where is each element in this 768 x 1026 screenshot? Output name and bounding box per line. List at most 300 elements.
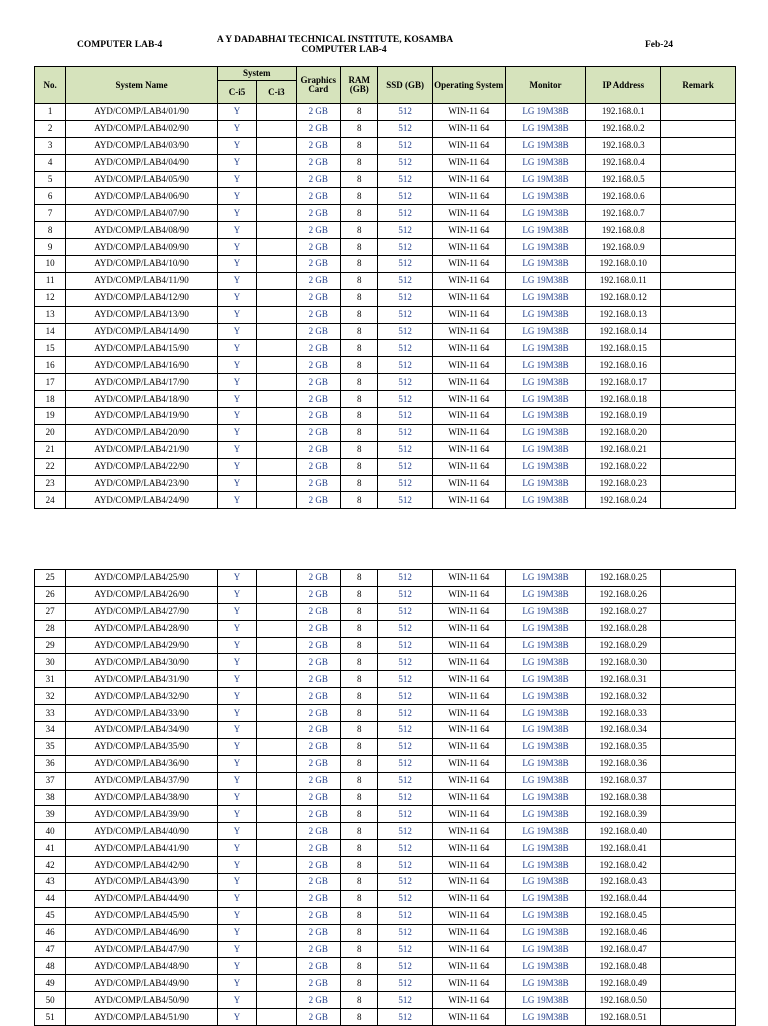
cell-monitor: LG 19M38B (505, 840, 586, 857)
cell-ssd: 512 (378, 120, 433, 137)
cell-monitor: LG 19M38B (505, 958, 586, 975)
cell-no: 37 (35, 772, 66, 789)
cell-ram: 8 (341, 992, 378, 1009)
cell-os: WIN-11 64 (432, 857, 505, 874)
cell-ram: 8 (341, 154, 378, 171)
cell-ci5: Y (217, 458, 256, 475)
cell-system-name: AYD/COMP/LAB4/04/90 (66, 154, 218, 171)
cell-monitor: LG 19M38B (505, 907, 586, 924)
cell-ram: 8 (341, 340, 378, 357)
cell-graphics: 2 GB (296, 256, 340, 273)
cell-ram: 8 (341, 137, 378, 154)
cell-os: WIN-11 64 (432, 323, 505, 340)
cell-system-name: AYD/COMP/LAB4/36/90 (66, 755, 218, 772)
cell-ci5: Y (217, 239, 256, 256)
cell-ci5: Y (217, 975, 256, 992)
cell-system-name: AYD/COMP/LAB4/29/90 (66, 637, 218, 654)
cell-system-name: AYD/COMP/LAB4/07/90 (66, 205, 218, 222)
cell-os: WIN-11 64 (432, 874, 505, 891)
cell-remark (661, 586, 736, 603)
table-row (35, 874, 736, 891)
cell-ip: 192.168.0.3 (586, 137, 661, 154)
cell-ci3 (257, 806, 296, 823)
cell-system-name: AYD/COMP/LAB4/01/90 (66, 104, 218, 121)
cell-monitor: LG 19M38B (505, 924, 586, 941)
cell-system-name: AYD/COMP/LAB4/34/90 (66, 722, 218, 739)
cell-ssd: 512 (378, 306, 433, 323)
cell-monitor: LG 19M38B (505, 492, 586, 509)
cell-system-name: AYD/COMP/LAB4/44/90 (66, 890, 218, 907)
cell-graphics: 2 GB (296, 357, 340, 374)
cell-ssd: 512 (378, 874, 433, 891)
cell-ci5: Y (217, 357, 256, 374)
cell-no: 50 (35, 992, 66, 1009)
cell-ci5: Y (217, 441, 256, 458)
cell-graphics: 2 GB (296, 857, 340, 874)
cell-graphics: 2 GB (296, 620, 340, 637)
cell-monitor: LG 19M38B (505, 272, 586, 289)
cell-ci3 (257, 408, 296, 425)
cell-ssd: 512 (378, 272, 433, 289)
cell-ssd: 512 (378, 205, 433, 222)
institute-heading (180, 35, 490, 55)
cell-ram: 8 (341, 823, 378, 840)
cell-graphics: 2 GB (296, 323, 340, 340)
cell-ci3 (257, 975, 296, 992)
cell-monitor: LG 19M38B (505, 789, 586, 806)
cell-system-name: AYD/COMP/LAB4/43/90 (66, 874, 218, 891)
table-row (35, 671, 736, 688)
cell-no: 10 (35, 256, 66, 273)
cell-system-name: AYD/COMP/LAB4/23/90 (66, 475, 218, 492)
cell-graphics: 2 GB (296, 823, 340, 840)
cell-graphics: 2 GB (296, 890, 340, 907)
table-row (35, 408, 736, 425)
cell-ci3 (257, 958, 296, 975)
cell-remark (661, 671, 736, 688)
cell-os: WIN-11 64 (432, 941, 505, 958)
cell-ip: 192.168.0.29 (586, 637, 661, 654)
cell-ci5: Y (217, 671, 256, 688)
cell-ci5: Y (217, 1009, 256, 1026)
cell-os: WIN-11 64 (432, 823, 505, 840)
cell-ip: 192.168.0.28 (586, 620, 661, 637)
cell-ip: 192.168.0.7 (586, 205, 661, 222)
cell-ip: 192.168.0.26 (586, 586, 661, 603)
table-row (35, 772, 736, 789)
inventory-table-first (34, 66, 736, 509)
cell-ci3 (257, 120, 296, 137)
cell-graphics: 2 GB (296, 958, 340, 975)
cell-ci3 (257, 874, 296, 891)
cell-ram: 8 (341, 688, 378, 705)
cell-no: 40 (35, 823, 66, 840)
cell-monitor: LG 19M38B (505, 458, 586, 475)
cell-no: 21 (35, 441, 66, 458)
cell-graphics: 2 GB (296, 272, 340, 289)
cell-ssd: 512 (378, 492, 433, 509)
cell-remark (661, 603, 736, 620)
cell-ssd: 512 (378, 671, 433, 688)
cell-no: 34 (35, 722, 66, 739)
cell-graphics: 2 GB (296, 789, 340, 806)
cell-ip: 192.168.0.5 (586, 171, 661, 188)
cell-os: WIN-11 64 (432, 975, 505, 992)
cell-system-name: AYD/COMP/LAB4/06/90 (66, 188, 218, 205)
cell-ip: 192.168.0.47 (586, 941, 661, 958)
cell-remark (661, 323, 736, 340)
cell-os: WIN-11 64 (432, 755, 505, 772)
cell-system-name: AYD/COMP/LAB4/09/90 (66, 239, 218, 256)
cell-ip: 192.168.0.48 (586, 958, 661, 975)
table-row (35, 272, 736, 289)
cell-ram: 8 (341, 603, 378, 620)
cell-remark (661, 391, 736, 408)
cell-os: WIN-11 64 (432, 772, 505, 789)
cell-remark (661, 688, 736, 705)
cell-ip: 192.168.0.51 (586, 1009, 661, 1026)
cell-ci5: Y (217, 272, 256, 289)
cell-system-name: AYD/COMP/LAB4/15/90 (66, 340, 218, 357)
cell-ci3 (257, 492, 296, 509)
cell-no: 30 (35, 654, 66, 671)
cell-system-name: AYD/COMP/LAB4/31/90 (66, 671, 218, 688)
cell-ip: 192.168.0.6 (586, 188, 661, 205)
cell-graphics: 2 GB (296, 120, 340, 137)
cell-monitor: LG 19M38B (505, 340, 586, 357)
table-row (35, 1009, 736, 1026)
cell-graphics: 2 GB (296, 137, 340, 154)
cell-no: 28 (35, 620, 66, 637)
cell-ssd: 512 (378, 907, 433, 924)
cell-ci3 (257, 289, 296, 306)
cell-no: 36 (35, 755, 66, 772)
cell-os: WIN-11 64 (432, 137, 505, 154)
cell-ci5: Y (217, 840, 256, 857)
cell-system-name: AYD/COMP/LAB4/02/90 (66, 120, 218, 137)
col-header-graphics-card: Graphics Card (296, 67, 340, 104)
cell-ram: 8 (341, 441, 378, 458)
cell-ci3 (257, 458, 296, 475)
table-row (35, 137, 736, 154)
cell-ci5: Y (217, 772, 256, 789)
cell-remark (661, 154, 736, 171)
cell-ip: 192.168.0.4 (586, 154, 661, 171)
cell-ssd: 512 (378, 475, 433, 492)
cell-remark (661, 907, 736, 924)
cell-no: 47 (35, 941, 66, 958)
cell-remark (661, 306, 736, 323)
table-row (35, 958, 736, 975)
cell-os: WIN-11 64 (432, 722, 505, 739)
cell-monitor: LG 19M38B (505, 256, 586, 273)
cell-remark (661, 458, 736, 475)
cell-graphics: 2 GB (296, 222, 340, 239)
cell-ci5: Y (217, 823, 256, 840)
cell-no: 29 (35, 637, 66, 654)
cell-ssd: 512 (378, 755, 433, 772)
cell-ip: 192.168.0.25 (586, 570, 661, 587)
cell-monitor: LG 19M38B (505, 239, 586, 256)
lab-title-left: COMPUTER LAB-4 (77, 40, 163, 50)
cell-no: 48 (35, 958, 66, 975)
institute-name: A Y DADABHAI TECHNICAL INSTITUTE, KOSAMBA (216, 35, 454, 45)
cell-ip: 192.168.0.30 (586, 654, 661, 671)
cell-graphics: 2 GB (296, 840, 340, 857)
cell-system-name: AYD/COMP/LAB4/32/90 (66, 688, 218, 705)
cell-ci5: Y (217, 323, 256, 340)
table-row (35, 840, 736, 857)
cell-os: WIN-11 64 (432, 570, 505, 587)
table-row (35, 806, 736, 823)
cell-graphics: 2 GB (296, 654, 340, 671)
cell-ci5: Y (217, 391, 256, 408)
cell-no: 4 (35, 154, 66, 171)
cell-ssd: 512 (378, 458, 433, 475)
cell-no: 45 (35, 907, 66, 924)
cell-ram: 8 (341, 789, 378, 806)
cell-ip: 192.168.0.22 (586, 458, 661, 475)
cell-system-name: AYD/COMP/LAB4/35/90 (66, 738, 218, 755)
cell-no: 44 (35, 890, 66, 907)
cell-remark (661, 1009, 736, 1026)
cell-system-name: AYD/COMP/LAB4/26/90 (66, 586, 218, 603)
cell-ip: 192.168.0.31 (586, 671, 661, 688)
cell-remark (661, 890, 736, 907)
cell-ci5: Y (217, 603, 256, 620)
cell-graphics: 2 GB (296, 806, 340, 823)
cell-monitor: LG 19M38B (505, 120, 586, 137)
table-row (35, 857, 736, 874)
col-header-ssd: SSD (GB) (378, 67, 433, 104)
cell-os: WIN-11 64 (432, 441, 505, 458)
cell-monitor: LG 19M38B (505, 289, 586, 306)
cell-ip: 192.168.0.23 (586, 475, 661, 492)
cell-remark (661, 188, 736, 205)
cell-ci3 (257, 323, 296, 340)
col-header-remark: Remark (661, 67, 736, 104)
cell-ssd: 512 (378, 975, 433, 992)
col-header-monitor: Monitor (505, 67, 586, 104)
cell-ci3 (257, 205, 296, 222)
cell-graphics: 2 GB (296, 586, 340, 603)
table-row (35, 424, 736, 441)
cell-graphics: 2 GB (296, 171, 340, 188)
cell-no: 39 (35, 806, 66, 823)
cell-remark (661, 857, 736, 874)
cell-ip: 192.168.0.50 (586, 992, 661, 1009)
cell-ssd: 512 (378, 441, 433, 458)
cell-ssd: 512 (378, 603, 433, 620)
cell-system-name: AYD/COMP/LAB4/08/90 (66, 222, 218, 239)
cell-system-name: AYD/COMP/LAB4/14/90 (66, 323, 218, 340)
cell-remark (661, 120, 736, 137)
cell-ci3 (257, 104, 296, 121)
cell-ram: 8 (341, 1009, 378, 1026)
cell-os: WIN-11 64 (432, 256, 505, 273)
cell-graphics: 2 GB (296, 924, 340, 941)
cell-system-name: AYD/COMP/LAB4/25/90 (66, 570, 218, 587)
cell-ci3 (257, 570, 296, 587)
cell-no: 6 (35, 188, 66, 205)
cell-graphics: 2 GB (296, 391, 340, 408)
cell-ci3 (257, 340, 296, 357)
cell-ci3 (257, 620, 296, 637)
cell-system-name: AYD/COMP/LAB4/37/90 (66, 772, 218, 789)
cell-ssd: 512 (378, 705, 433, 722)
cell-ci5: Y (217, 924, 256, 941)
cell-ci3 (257, 857, 296, 874)
cell-system-name: AYD/COMP/LAB4/47/90 (66, 941, 218, 958)
cell-ip: 192.168.0.34 (586, 722, 661, 739)
cell-monitor: LG 19M38B (505, 738, 586, 755)
cell-system-name: AYD/COMP/LAB4/30/90 (66, 654, 218, 671)
cell-ssd: 512 (378, 722, 433, 739)
cell-ci5: Y (217, 171, 256, 188)
col-header-ci3: C-i3 (257, 81, 296, 104)
cell-ci5: Y (217, 738, 256, 755)
cell-no: 43 (35, 874, 66, 891)
cell-os: WIN-11 64 (432, 104, 505, 121)
cell-ci5: Y (217, 789, 256, 806)
cell-ram: 8 (341, 475, 378, 492)
cell-ci5: Y (217, 205, 256, 222)
cell-graphics: 2 GB (296, 239, 340, 256)
cell-ci3 (257, 705, 296, 722)
table-row (35, 637, 736, 654)
cell-system-name: AYD/COMP/LAB4/28/90 (66, 620, 218, 637)
cell-ci5: Y (217, 941, 256, 958)
cell-monitor: LG 19M38B (505, 391, 586, 408)
cell-remark (661, 374, 736, 391)
cell-ip: 192.168.0.46 (586, 924, 661, 941)
cell-ci5: Y (217, 688, 256, 705)
cell-remark (661, 239, 736, 256)
col-header-system: System (217, 67, 296, 81)
cell-graphics: 2 GB (296, 671, 340, 688)
cell-remark (661, 941, 736, 958)
cell-ram: 8 (341, 586, 378, 603)
cell-remark (661, 806, 736, 823)
col-header-ip: IP Address (586, 67, 661, 104)
cell-os: WIN-11 64 (432, 154, 505, 171)
cell-no: 12 (35, 289, 66, 306)
cell-ci3 (257, 154, 296, 171)
cell-monitor: LG 19M38B (505, 722, 586, 739)
cell-remark (661, 475, 736, 492)
cell-ssd: 512 (378, 772, 433, 789)
cell-graphics: 2 GB (296, 603, 340, 620)
cell-ci3 (257, 256, 296, 273)
cell-ram: 8 (341, 654, 378, 671)
cell-ci5: Y (217, 374, 256, 391)
cell-ci5: Y (217, 620, 256, 637)
cell-system-name: AYD/COMP/LAB4/33/90 (66, 705, 218, 722)
cell-os: WIN-11 64 (432, 586, 505, 603)
cell-ci5: Y (217, 857, 256, 874)
cell-remark (661, 289, 736, 306)
cell-ip: 192.168.0.14 (586, 323, 661, 340)
cell-os: WIN-11 64 (432, 603, 505, 620)
cell-ssd: 512 (378, 323, 433, 340)
cell-system-name: AYD/COMP/LAB4/45/90 (66, 907, 218, 924)
cell-ssd: 512 (378, 391, 433, 408)
cell-ssd: 512 (378, 570, 433, 587)
cell-ip: 192.168.0.33 (586, 705, 661, 722)
cell-ci5: Y (217, 154, 256, 171)
cell-ci5: Y (217, 586, 256, 603)
cell-ci5: Y (217, 958, 256, 975)
cell-ci5: Y (217, 424, 256, 441)
cell-system-name: AYD/COMP/LAB4/11/90 (66, 272, 218, 289)
cell-ip: 192.168.0.8 (586, 222, 661, 239)
col-header-system-name: System Name (66, 67, 218, 104)
table-row (35, 823, 736, 840)
cell-os: WIN-11 64 (432, 424, 505, 441)
cell-remark (661, 772, 736, 789)
table-row (35, 154, 736, 171)
cell-ram: 8 (341, 755, 378, 772)
cell-remark (661, 755, 736, 772)
cell-monitor: LG 19M38B (505, 586, 586, 603)
cell-system-name: AYD/COMP/LAB4/50/90 (66, 992, 218, 1009)
cell-ip: 192.168.0.24 (586, 492, 661, 509)
cell-system-name: AYD/COMP/LAB4/24/90 (66, 492, 218, 509)
cell-graphics: 2 GB (296, 441, 340, 458)
cell-ci5: Y (217, 222, 256, 239)
cell-graphics: 2 GB (296, 475, 340, 492)
cell-remark (661, 620, 736, 637)
cell-ci3 (257, 637, 296, 654)
cell-ram: 8 (341, 857, 378, 874)
cell-ip: 192.168.0.11 (586, 272, 661, 289)
cell-ssd: 512 (378, 738, 433, 755)
cell-no: 35 (35, 738, 66, 755)
cell-ip: 192.168.0.21 (586, 441, 661, 458)
cell-system-name: AYD/COMP/LAB4/05/90 (66, 171, 218, 188)
cell-ssd: 512 (378, 992, 433, 1009)
cell-ram: 8 (341, 620, 378, 637)
cell-ip: 192.168.0.13 (586, 306, 661, 323)
cell-os: WIN-11 64 (432, 391, 505, 408)
cell-remark (661, 874, 736, 891)
table-row (35, 256, 736, 273)
cell-no: 24 (35, 492, 66, 509)
cell-ram: 8 (341, 374, 378, 391)
cell-ip: 192.168.0.27 (586, 603, 661, 620)
table-row (35, 890, 736, 907)
cell-no: 2 (35, 120, 66, 137)
cell-ram: 8 (341, 874, 378, 891)
cell-os: WIN-11 64 (432, 475, 505, 492)
cell-no: 38 (35, 789, 66, 806)
cell-monitor: LG 19M38B (505, 603, 586, 620)
cell-graphics: 2 GB (296, 374, 340, 391)
cell-ci5: Y (217, 120, 256, 137)
cell-no: 49 (35, 975, 66, 992)
cell-os: WIN-11 64 (432, 705, 505, 722)
cell-remark (661, 104, 736, 121)
cell-monitor: LG 19M38B (505, 188, 586, 205)
cell-remark (661, 654, 736, 671)
table-row (35, 688, 736, 705)
cell-ci3 (257, 272, 296, 289)
cell-ci3 (257, 391, 296, 408)
cell-os: WIN-11 64 (432, 272, 505, 289)
cell-remark (661, 738, 736, 755)
cell-ip: 192.168.0.39 (586, 806, 661, 823)
cell-ci3 (257, 738, 296, 755)
